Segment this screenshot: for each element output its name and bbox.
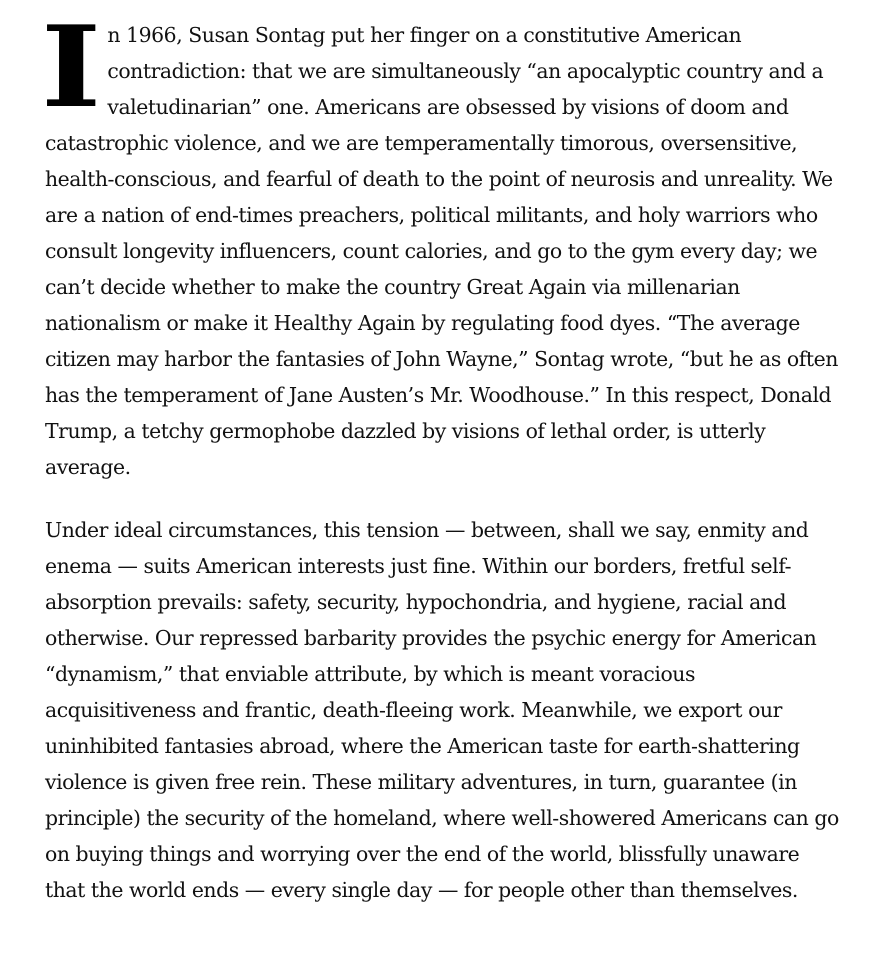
paragraph-1-text: n 1966, Susan Sontag put her finger on a constitutive American contradiction: that we are simultaneously “an apocalyptic country and a valetudinarian” one. Americans are obsessed by visions of doom and catastrophic violence, and we are temperamentally timorous, oversensitive, health-conscious, and fearful of death to the point of neurosis and unreality. We are a nation of end-times preachers, political militants, and holy warriors who consult longevity influencers, count calories, and go to the gym every day; we can’t decide whether to make the country Great Again via millenarian nationalism or make it Healthy Again by regulating food dyes. “The average citizen may harbor the fantasies of John Wayne,” Sontag wrote, “but he as often has the temperament of Jane Austen’s Mr. Woodhouse.” In this respect, Donald Trump, a tetchy germophobe dazzled by visions of lethal order, is utterly average. (45, 23, 838, 479)
article-body (41, 2, 845, 908)
drop-cap: I (41, 2, 102, 133)
paragraph-2: Under ideal circumstances, this tension — between, shall we say, enmity and enema — suits American interests just fine. Within our borders, fretful self-absorption prevails: safety, security, hypochondria, and hygiene, racial and otherwise. Our repressed barbarity provides the psychic energy for American “dynamism,” that enviable attribute, by which is meant voracious acquisitiveness and frantic, death-fleeing work. Meanwhile, we export our uninhibited fantasies abroad, where the American taste for earth-shattering violence is given free rein. These military adventures, in turn, guarantee (in principle) the security of the homeland, where well-showered Americans can go on buying things and worrying over the end of the world, blissfully unaware that the world ends — every single day — for people other than themselves. (45, 518, 839, 902)
paragraph-1 (41, 2, 845, 485)
